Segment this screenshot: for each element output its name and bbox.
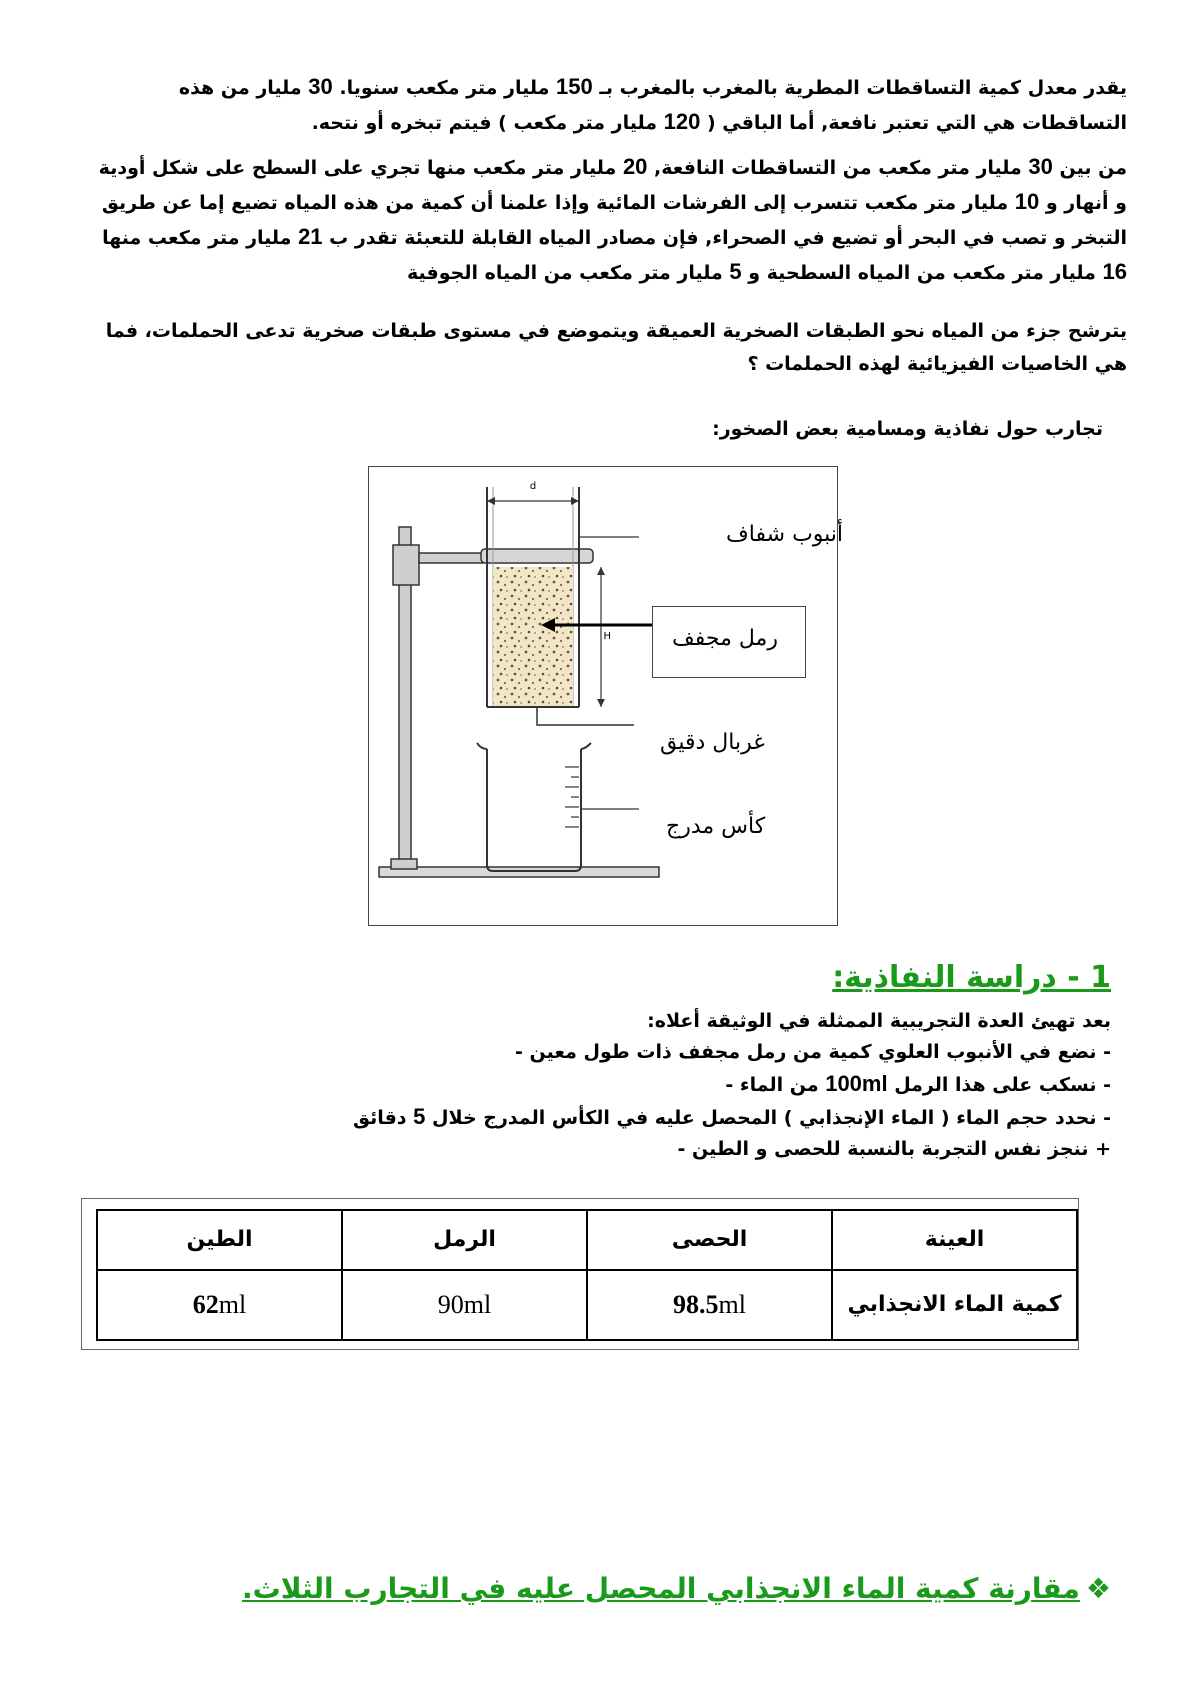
intro-p1-segment: يقدر معدل كمية التساقطات المطرية بالمغرب بالمغرب بـ — [592, 77, 1127, 99]
procedure-step-segment: من الماء - — [725, 1074, 826, 1096]
beaker-label: كأس مدرج — [666, 814, 766, 839]
header-gravel: الحصى — [587, 1210, 832, 1270]
intro-p1-segment: 120 — [663, 109, 701, 134]
intro-p2-line — [67, 255, 1127, 290]
intro-p3-line — [67, 348, 1127, 381]
procedure-step-segment: - نسكب على هذا الرمل — [887, 1074, 1111, 1096]
procedure-step-segment: 5 — [413, 1104, 426, 1129]
dim-d-label: d — [529, 481, 537, 492]
sand-label: رمل مجفف — [672, 626, 778, 651]
procedure-step-line — [211, 1134, 1111, 1165]
intro-p1-segment: مليار من هذه — [178, 77, 309, 99]
procedure-step-segment: بعد تهيئ العدة التجريبية الممثلة في الوثيقة أعلاه: — [647, 1010, 1111, 1032]
sieve-label: غربال دقيق — [660, 730, 765, 755]
intro-p2-line — [67, 220, 1127, 255]
intro-p1-segment: التساقطات هي التي تعتبر نافعة, أما الباقي ( — [700, 112, 1127, 134]
intro-p2-segment: و أنهار و — [1039, 192, 1127, 214]
intro-p2-segment: 5 — [729, 259, 742, 284]
intro-p1-segment: 150 — [556, 74, 593, 99]
intro-p2-segment: مليار متر مكعب من المياه الجوفية — [407, 262, 730, 284]
procedure-step-segment: + ننجز نفس التجربة بالنسبة للحصى و الطين - — [677, 1138, 1111, 1160]
table-header-row — [97, 1210, 1077, 1270]
procedure-step-segment: - نحدد حجم الماء ( الماء الإنجذابي ) المحصل عليه في الكأس المدرج خلال — [425, 1107, 1111, 1129]
procedure-step-line — [211, 1068, 1111, 1101]
intro-p2-segment: مليار متر مكعب من المياه السطحية و — [741, 262, 1103, 284]
procedure-step-segment: - نضع في الأنبوب العلوي كمية من رمل مجفف ذات طول معين - — [515, 1041, 1111, 1063]
intro-p1-segment: 30 — [308, 74, 333, 99]
value-clay: 62ml — [97, 1270, 342, 1340]
results-table-frame — [81, 1198, 1079, 1350]
intro-p1-line — [67, 105, 1127, 140]
intro-p2-segment: من بين — [1052, 157, 1127, 179]
comparison-text: مقارنة كمية الماء الانجذابي المحصل عليه في التجارب الثلاث. — [242, 1572, 1080, 1605]
intro-p2-segment: 21 — [298, 224, 323, 249]
sand-column — [493, 567, 573, 707]
experiments-title: تجارب حول نفاذية ومسامية بعض الصخور: — [712, 418, 1103, 440]
results-table — [96, 1209, 1078, 1341]
diamond-bullet-icon: ❖ — [1085, 1572, 1111, 1605]
intro-p2-line — [67, 150, 1127, 185]
procedure-step-segment: 100ml — [825, 1071, 888, 1096]
tube-label: أنبوب شفاف — [726, 522, 844, 547]
procedure-step-line — [211, 1006, 1111, 1037]
intro-paragraph-2 — [67, 150, 1127, 290]
intro-p3-line — [67, 315, 1127, 348]
table-values-row — [97, 1270, 1077, 1340]
header-sample: العينة — [832, 1210, 1077, 1270]
row-label-gravitational-water: كمية الماء الانجذابي — [832, 1270, 1077, 1340]
header-clay: الطين — [97, 1210, 342, 1270]
intro-p3-segment: هي الخاصيات الفيزيائية لهذه الحملمات ؟ — [747, 353, 1127, 375]
procedure-step-line — [211, 1101, 1111, 1134]
procedure-steps — [211, 1006, 1111, 1165]
intro-p2-segment: مليار متر مكعب من التساقطات النافعة, — [647, 157, 1029, 179]
value-gravel: 98.5ml — [587, 1270, 832, 1340]
intro-p1-segment: مليار متر مكعب ) فيتم تبخره أو نتحه. — [311, 112, 664, 134]
intro-p2-segment: مليار متر مكعب منها تجري على السطح على شكل أودية — [98, 157, 623, 179]
intro-p2-segment: التبخر و تصب في البحر أو تضيع في الصحراء, فإن مصادر المياه القابلة للتعبئة تقدر ب — [322, 227, 1127, 249]
procedure-step-line — [211, 1037, 1111, 1068]
intro-p1-segment: مليار متر مكعب سنويا. — [332, 77, 557, 99]
intro-paragraph-1 — [67, 70, 1127, 140]
comparison-heading — [242, 1572, 1111, 1605]
procedure-step-segment: دقائق — [352, 1107, 414, 1129]
value-sand: 90ml — [342, 1270, 587, 1340]
intro-p2-segment: 16 — [1102, 259, 1127, 284]
intro-p1-line — [67, 70, 1127, 105]
section-title-permeability: 1 - دراسة النفاذية: — [832, 960, 1111, 995]
intro-p3-segment: يترشح جزء من المياه نحو الطبقات الصخرية العميقة ويتموضع في مستوى طبقات صخرية تدعى الحملمات، فما — [105, 320, 1127, 342]
intro-p2-segment: 10 — [1014, 189, 1040, 214]
intro-p2-segment: مليار متر مكعب تتسرب إلى الفرشات المائية وإذا علمنا أن كمية من هذه المياه تضيع إما عن طريق — [101, 192, 1015, 214]
intro-paragraph-3 — [67, 315, 1127, 381]
intro-p2-segment: مليار متر مكعب منها — [102, 227, 299, 249]
header-sand: الرمل — [342, 1210, 587, 1270]
dim-h-label: H — [603, 631, 611, 642]
clamp — [393, 545, 419, 585]
intro-p2-segment: 20 — [622, 154, 648, 179]
intro-p2-line — [67, 185, 1127, 220]
intro-p2-segment: 30 — [1028, 154, 1053, 179]
